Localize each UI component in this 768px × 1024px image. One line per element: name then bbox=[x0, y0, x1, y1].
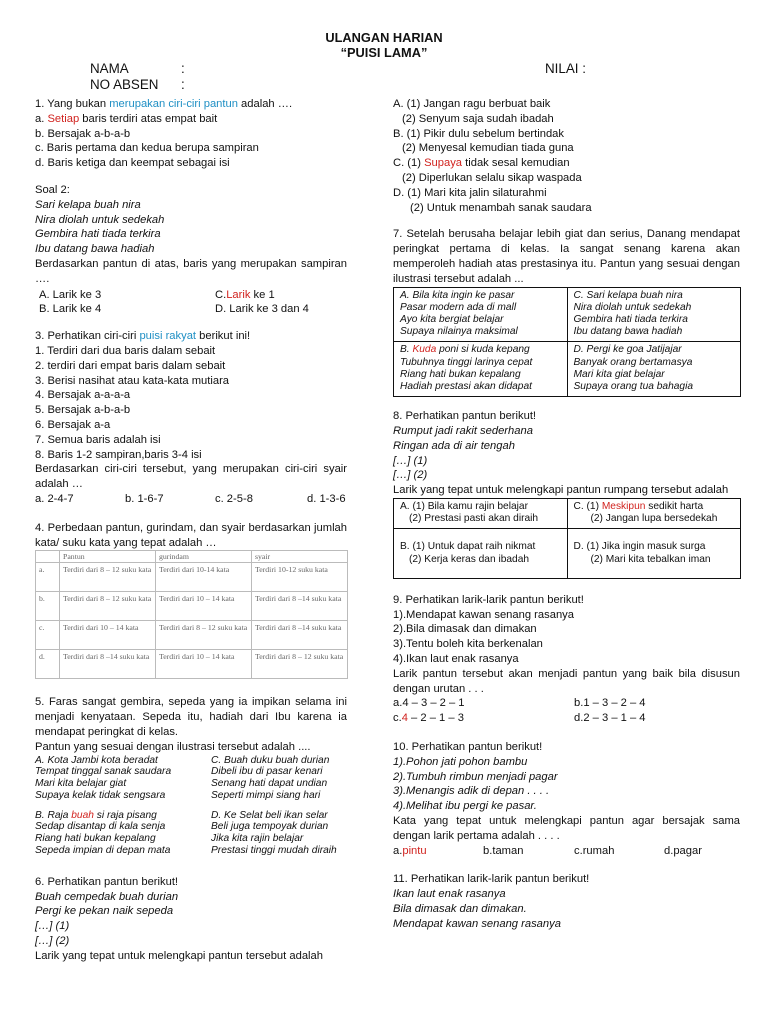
q9-item: 4).Ikan laut enak rasanya bbox=[393, 652, 519, 665]
q6-option-a: A. (1) Jangan ragu berbuat baik bbox=[393, 98, 551, 110]
q9-option-d: d.2 – 3 – 1 – 4 bbox=[574, 712, 646, 725]
q11-stem: 11. Perhatikan larik-larik pantun berikut! bbox=[393, 873, 590, 886]
question-10 bbox=[393, 740, 740, 858]
q2-poem-line: Sari kelapa buah nira bbox=[35, 198, 141, 211]
q4-cell: Terdiri dari 10 – 14 kata bbox=[156, 650, 252, 679]
q6-poem-line: Buah cempedak buah durian bbox=[35, 890, 179, 903]
exam-title: ULANGAN HARIAN bbox=[325, 30, 443, 45]
q8-poem-line: […] (2) bbox=[393, 469, 428, 482]
q4-cell: Terdiri dari 8 – 12 suku kata bbox=[60, 563, 156, 592]
q3-item: 2. terdiri dari empat baris dalam sebait bbox=[35, 359, 226, 372]
q5-option-d: D. Ke Selat beli ikan selar Beli juga tempoyak durian Jika kita rajin belajar Prestasi tinggi mudah diraih bbox=[211, 809, 337, 857]
q2-option-a: A. Larik ke 3 bbox=[39, 288, 102, 301]
right-column bbox=[393, 97, 740, 942]
q4-header-cell: syair bbox=[252, 551, 348, 563]
q4-cell: Terdiri dari 8 –14 suku kata bbox=[252, 621, 348, 650]
exam-header bbox=[0, 30, 768, 60]
q3-stem2: Berdasarkan ciri-ciri tersebut, yang merupakan ciri-ciri syair adalah … bbox=[35, 463, 347, 491]
q5-stem2: Pantun yang sesuai dengan ilustrasi tersebut adalah .... bbox=[35, 740, 311, 753]
q4-cell: Terdiri dari 8 – 12 suku kata bbox=[252, 650, 348, 679]
q6-option-d: D. (1) Mari kita jalin silaturahmi bbox=[393, 186, 547, 199]
q9-option-c: c.4 – 2 – 1 – 3 bbox=[393, 712, 464, 725]
nilai-label: NILAI : bbox=[545, 61, 586, 76]
q10-options bbox=[393, 844, 740, 859]
q5-option-c: C. Buah duku buah durian Dibeli ibu di pasar kenari Senang hati dapat undian Seperti mimpi siang hari bbox=[211, 754, 330, 801]
q3-stem: 3. Perhatikan ciri-ciri puisi rakyat berikut ini! bbox=[35, 330, 251, 343]
q9-stem: 9. Perhatikan larik-larik pantun berikut! bbox=[393, 593, 584, 606]
q1-option-a: a. Setiap baris terdiri atas empat bait bbox=[35, 112, 218, 125]
q11-poem-line: Ikan laut enak rasanya bbox=[393, 888, 506, 901]
q7-option-c: C. Sari kelapa buah nira Nira diolah untuk sedekah Gembira hati tiada terkira Ibu datang bawa hadiah bbox=[567, 287, 741, 342]
q10-stem2: Kata yang tepat untuk melengkapi pantun agar bersajak sama dengan larik pertama adalah . . . . bbox=[393, 814, 740, 842]
q6-poem-line: […] (1) bbox=[35, 920, 70, 933]
q10-option-c: c.rumah bbox=[574, 844, 615, 857]
q5-option-a: A. Kota Jambi kota beradat Tempat tinggal sanak saudara Mari kita belajar giat Supaya kelak tidak sengsara bbox=[35, 754, 172, 801]
question-1 bbox=[35, 97, 347, 171]
q6-option-b: B. (1) Pikir dulu sebelum bertindak bbox=[393, 127, 564, 140]
left-column bbox=[35, 97, 347, 974]
q4-header-cell bbox=[36, 551, 60, 563]
q2-poem-line: Nira diolah untuk sedekah bbox=[35, 213, 165, 226]
q9-item: 2).Bila dimasak dan dimakan bbox=[393, 623, 537, 636]
q4-cell: d. bbox=[36, 650, 60, 679]
q10-option-b: b.taman bbox=[483, 844, 524, 857]
q2-options bbox=[35, 288, 347, 318]
q3-option-d: d. 1-3-6 bbox=[307, 492, 346, 505]
q6-option-d2: (2) Untuk menambah sanak saudara bbox=[410, 201, 592, 214]
q7-stem: 7. Setelah berusaha belajar lebih giat dan serius, Danang mendapat peringkat pertama di kelas. Ia sangat senang karena akan memperoleh hadiah atas prestasinya itu. Pantun yang sesuai dengan ilustrasi tersebut adalah ... bbox=[393, 228, 740, 285]
q4-header-cell: Pantun bbox=[60, 551, 156, 563]
q5-option-b: B. Raja buah si raja pisang Sedap disantap di kala senja Riang hati bukan kepalang Sepeda impian di depan mata bbox=[35, 809, 171, 857]
q8-poem-line: […] (1) bbox=[393, 454, 428, 467]
q4-table-row bbox=[36, 563, 348, 592]
q4-cell: b. bbox=[36, 592, 60, 621]
q2-option-d: D. Larik ke 3 dan 4 bbox=[215, 303, 309, 316]
q8-option-a: A. (1) Bila kamu rajin belajar (2) Prestasi pasti akan diraih bbox=[394, 498, 568, 528]
q6-poem-line: […] (2) bbox=[35, 935, 70, 948]
q3-option-a: a. 2-4-7 bbox=[35, 492, 74, 505]
q4-cell: Terdiri dari 8 –14 suku kata bbox=[60, 650, 156, 679]
q7-option-d: D. Pergi ke goa Jatijajar Banyak orang bertamasya Mari kita giat belajar Supaya orang tua bahagia bbox=[567, 342, 741, 397]
q3-item: 3. Berisi nasihat atau kata-kata mutiara bbox=[35, 374, 230, 387]
q2-poem-line: Ibu datang bawa hadiah bbox=[35, 243, 155, 256]
q8-table bbox=[393, 498, 741, 579]
q4-header-cell: gurindam bbox=[156, 551, 252, 563]
q9-option-b: b.1 – 3 – 2 – 4 bbox=[574, 697, 646, 710]
q1-stem: 1. Yang bukan merupakan ciri-ciri pantun adalah …. bbox=[35, 98, 293, 110]
q3-item: 4. Bersajak a-a-a-a bbox=[35, 389, 131, 402]
q3-item: 5. Bersajak a-b-a-b bbox=[35, 404, 131, 417]
q4-cell: Terdiri dari 10-14 kata bbox=[156, 563, 252, 592]
q4-cell: Terdiri 10-12 suku kata bbox=[252, 563, 348, 592]
q9-option-a: a.4 – 3 – 2 – 1 bbox=[393, 697, 465, 710]
question-3 bbox=[35, 329, 347, 507]
q9-item: 1).Mendapat kawan senang rasanya bbox=[393, 608, 574, 621]
q7-table bbox=[393, 287, 741, 398]
q7-option-a: A. Bila kita ingin ke pasar Pasar modern ada di mall Ayo kita bergiat belajar Supaya nilainya maksimal bbox=[394, 287, 568, 342]
q10-poem-line: 2).Tumbuh rimbun menjadi pagar bbox=[393, 770, 558, 783]
q5-stem: 5. Faras sangat gembira, sepeda yang ia impikan selama ini menjadi kenyataan. Sepeda itu, hadiah dari Ibu karena ia mendapat peringkat di kelas. bbox=[35, 696, 347, 738]
q4-cell: c. bbox=[36, 621, 60, 650]
q3-options bbox=[35, 492, 347, 507]
q6-stem: 6. Perhatikan pantun berikut! bbox=[35, 875, 179, 888]
q5-options bbox=[35, 755, 347, 865]
q3-item: 6. Bersajak a-a bbox=[35, 418, 111, 431]
q6-option-c: C. (1) Supaya tidak sesal kemudian bbox=[393, 157, 570, 170]
q10-poem-line: 4).Melihat ibu pergi ke pasar. bbox=[393, 800, 537, 813]
q11-poem-line: Mendapat kawan senang rasanya bbox=[393, 917, 561, 930]
q4-cell: a. bbox=[36, 563, 60, 592]
q4-cell: Terdiri dari 10 – 14 kata bbox=[156, 592, 252, 621]
q2-option-c: C.Larik ke 1 bbox=[215, 288, 275, 301]
absen-colon: : bbox=[181, 77, 185, 92]
q3-option-b: b. 1-6-7 bbox=[125, 492, 164, 505]
q8-poem-line: Rumput jadi rakit sederhana bbox=[393, 424, 533, 437]
q6-option-a2: (2) Senyum saja sudah ibadah bbox=[402, 112, 554, 125]
name-label: NAMA bbox=[90, 61, 129, 76]
q4-cell: Terdiri dari 8 –14 suku kata bbox=[252, 592, 348, 621]
question-8 bbox=[393, 409, 740, 579]
q7-option-b: B. Kuda poni si kuda kepang Tubuhnya tinggi larinya cepat Riang hati bukan kepalang Hadiah prestasi akan didapat bbox=[394, 342, 568, 397]
q8-option-c: C. (1) Meskipun sedikit harta (2) Jangan lupa bersedekah bbox=[567, 498, 741, 528]
q2-stem: Berdasarkan pantun di atas, baris yang merupakan sampiran …. bbox=[35, 257, 347, 285]
question-6-options bbox=[393, 97, 740, 215]
q4-cell: Terdiri dari 8 – 12 suku kata bbox=[60, 592, 156, 621]
q10-poem-line: 3).Menangis adik di depan . . . . bbox=[393, 785, 550, 798]
q8-option-b: B. (1) Untuk dapat raih nikmat (2) Kerja keras dan ibadah bbox=[394, 529, 568, 578]
absen-label: NO ABSEN bbox=[90, 77, 159, 92]
q4-table-row bbox=[36, 650, 348, 679]
q11-poem-line: Bila dimasak dan dimakan. bbox=[393, 902, 527, 915]
q4-stem: 4. Perbedaan pantun, gurindam, dan syair berdasarkan jumlah kata/ suku kata yang tepat adalah … bbox=[35, 521, 347, 549]
q10-option-a: a.pintu bbox=[393, 844, 427, 857]
question-4 bbox=[35, 521, 347, 680]
q3-item: 7. Semua baris adalah isi bbox=[35, 433, 161, 446]
q1-option-c: c. Baris pertama dan kedua berupa sampiran bbox=[35, 142, 259, 155]
q4-table-header bbox=[36, 551, 348, 563]
q4-cell: Terdiri dari 8 – 12 suku kata bbox=[156, 621, 252, 650]
q3-option-c: c. 2-5-8 bbox=[215, 492, 253, 505]
q4-table-row bbox=[36, 592, 348, 621]
q4-cell: Terdiri dari 10 – 14 kata bbox=[60, 621, 156, 650]
q6-poem-line: Pergi ke pekan naik sepeda bbox=[35, 905, 174, 918]
q6-option-b2: (2) Menyesal kemudian tiada guna bbox=[402, 142, 574, 155]
q6-stem2: Larik yang tepat untuk melengkapi pantun tersebut adalah bbox=[35, 949, 323, 962]
name-colon: : bbox=[181, 61, 185, 76]
q2-label: Soal 2: bbox=[35, 183, 70, 196]
q2-option-b: B. Larik ke 4 bbox=[39, 303, 102, 316]
q3-item: 1. Terdiri dari dua baris dalam sebait bbox=[35, 344, 216, 357]
question-9 bbox=[393, 593, 740, 726]
q8-poem-line: Ringan ada di air tengah bbox=[393, 439, 515, 452]
q4-table-row bbox=[36, 621, 348, 650]
q2-poem-line: Gembira hati tiada terkira bbox=[35, 228, 161, 241]
q8-stem: 8. Perhatikan pantun berikut! bbox=[393, 410, 537, 423]
q8-stem2: Larik yang tepat untuk melengkapi pantun rumpang tersebut adalah bbox=[393, 484, 729, 497]
q10-option-d: d.pagar bbox=[664, 844, 702, 857]
question-7 bbox=[393, 227, 740, 397]
q4-table bbox=[35, 550, 348, 679]
q10-poem-line: 1).Pohon jati pohon bambu bbox=[393, 755, 528, 768]
q1-option-b: b. Bersajak a-b-a-b bbox=[35, 127, 131, 140]
q9-options-row2 bbox=[393, 711, 740, 726]
q10-stem: 10. Perhatikan pantun berikut! bbox=[393, 740, 543, 753]
exam-subtitle: “PUISI LAMA” bbox=[340, 45, 428, 60]
q6-option-c2: (2) Diperlukan selalu sikap waspada bbox=[402, 171, 582, 184]
q8-option-d: D. (1) Jika ingin masuk surga (2) Mari kita tebalkan iman bbox=[567, 529, 741, 578]
question-5 bbox=[35, 695, 347, 865]
question-11 bbox=[393, 872, 740, 931]
q1-option-d: d. Baris ketiga dan keempat sebagai isi bbox=[35, 157, 230, 170]
question-6 bbox=[35, 875, 347, 964]
q3-item: 8. Baris 1-2 sampiran,baris 3-4 isi bbox=[35, 448, 202, 461]
q9-item: 3).Tentu boleh kita berkenalan bbox=[393, 638, 543, 651]
q9-options-row1 bbox=[393, 696, 740, 711]
q9-stem2: Larik pantun tersebut akan menjadi pantun yang baik bila disusun dengan urutan . . . bbox=[393, 667, 740, 695]
question-2 bbox=[35, 183, 347, 317]
